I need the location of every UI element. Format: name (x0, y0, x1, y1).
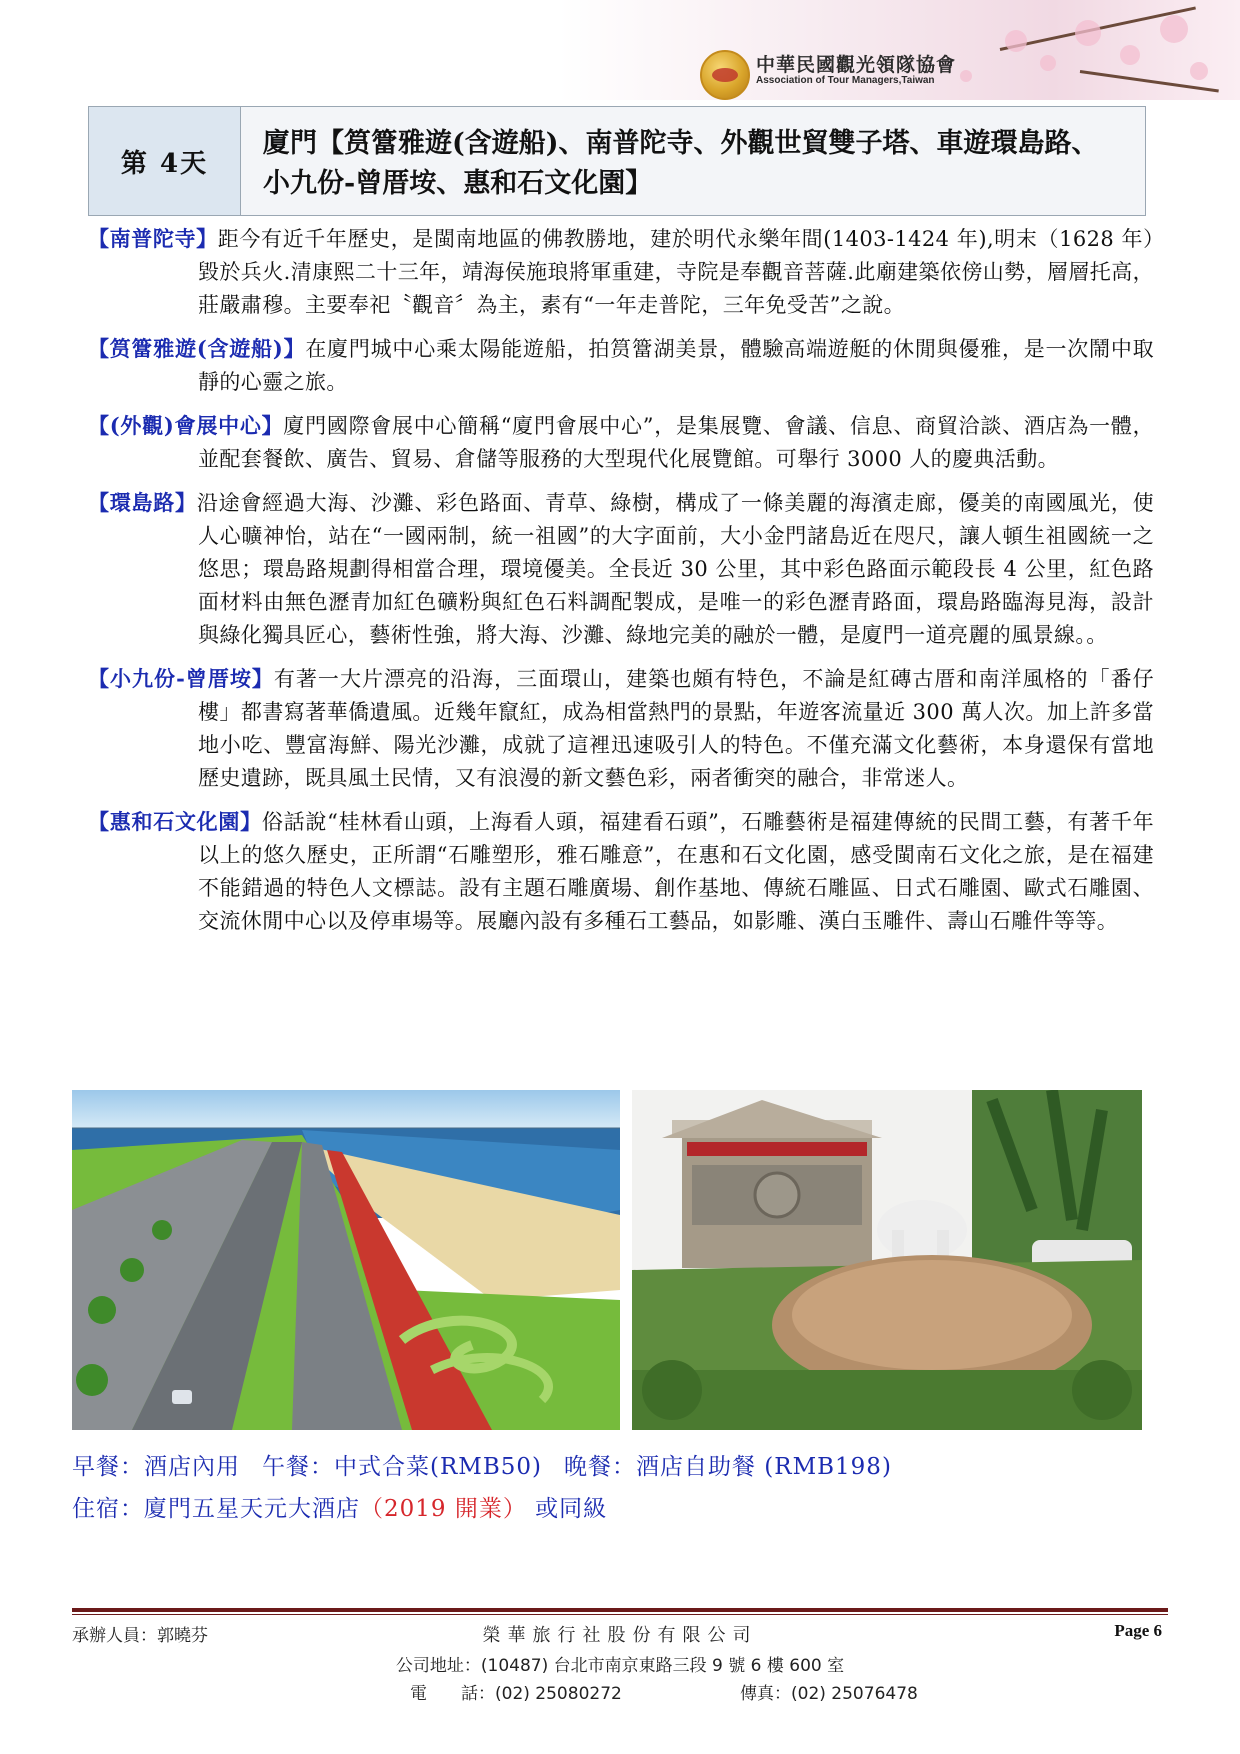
dinner-info: 晚餐：酒店自助餐 (RMB198) (563, 1454, 892, 1480)
blossom-decoration (1190, 62, 1208, 80)
blossom-decoration (1075, 20, 1101, 46)
header-banner (0, 0, 1240, 100)
blossom-decoration (960, 70, 972, 82)
attraction-name: 【小九份-曾厝垵】 (88, 666, 274, 691)
blossom-decoration (1160, 15, 1188, 43)
fax-number: 傳真：(02) 25076478 (740, 1684, 918, 1704)
attraction-item (88, 409, 1154, 476)
attraction-item (88, 222, 1154, 322)
attraction-name: 【惠和石文化園】 (88, 809, 262, 834)
lunch-info: 午餐：中式合菜(RMB50) (262, 1454, 542, 1480)
org-name-chinese: 中華民國觀光領隊協會 (756, 54, 957, 76)
day-label: 第 4天 (89, 107, 241, 215)
footer-rule (72, 1608, 1168, 1612)
company-address: 公司地址：(10487) 台北市南京東路三段 9 號 6 樓 600 室 (395, 1656, 845, 1676)
footer-rule-thin (72, 1614, 1168, 1615)
hotel-name: 住宿：廈門五星天元大酒店 (72, 1496, 360, 1522)
attraction-description: 廈門國際會展中心簡稱“廈門會展中心”，是集展覽、會議、信息、商貿洽談、酒店為一體，並配套餐飲、廣告、貿易、倉儲等服務的大型現代化展覽館。可舉行 3000 人的慶典活動。 (198, 414, 1154, 471)
day-title: 廈門【筼簹雅遊(含遊船)、南普陀寺、外觀世貿雙子塔、車遊環島路、小九份-曾厝垵、惠和石文化園】 (241, 107, 1145, 215)
handler-name: 承辦人員：郭曉芬 (72, 1626, 208, 1646)
attraction-list (88, 222, 1154, 948)
attraction-item (88, 486, 1154, 652)
hotel-alt: 或同級 (526, 1496, 608, 1522)
attraction-name: 【南普陀寺】 (88, 226, 218, 251)
day-title-box (88, 106, 1146, 216)
contact-line (410, 1679, 918, 1704)
attraction-name: 【環島路】 (88, 490, 197, 515)
meals-line (72, 1448, 914, 1481)
attraction-description: 距今有近千年歷史，是閩南地區的佛教勝地，建於明代永樂年間(1403-1424 年),明末（1628 年）毀於兵火.清康熙二十三年，靖海侯施琅將軍重建，寺院是奉觀音菩薩.此廟建築依傍山勢，層層托高，莊嚴肅穆。主要奉祀〝觀音〞為主，素有“一年走普陀，三年免受苦”之說。 (198, 227, 1154, 317)
attraction-description: 俗話說“桂林看山頭，上海看人頭，福建看石頭”，石雕藝術是福建傳統的民間工藝，有著千年以上的悠久歷史，正所謂“石雕塑形，雅石雕意”，在惠和石文化園，感受閩南石文化之旅，是在福建不能錯過的特色人文標誌。設有主題石雕廣場、創作基地、傳統石雕區、日式石雕園、歐式石雕園、交流休閒中心以及停車場等。展廳內設有多種石工藝品，如影雕、漢白玉雕件、壽山石雕件等等。 (198, 810, 1154, 933)
photo-stone-park (632, 1090, 1142, 1430)
page-number: Page 6 (1114, 1621, 1162, 1640)
attraction-name: 【筼簹雅遊(含遊船)】 (88, 336, 306, 361)
hotel-open-note: （2019 開業） (360, 1496, 527, 1522)
blossom-decoration (1120, 45, 1140, 65)
association-logo (700, 50, 750, 100)
company-name: 榮華旅行社股份有限公司 (482, 1625, 758, 1646)
hotel-line (72, 1490, 607, 1523)
photo-coastal-road (72, 1090, 620, 1430)
phone-number: 電 話：(02) 25080272 (410, 1684, 622, 1704)
blossom-decoration (1005, 30, 1027, 52)
attraction-item (88, 662, 1154, 795)
org-name-english: Association of Tour Managers,Taiwan (756, 75, 935, 86)
attraction-item (88, 332, 1154, 399)
attraction-item (88, 805, 1154, 938)
blossom-decoration (1040, 55, 1056, 71)
breakfast-info: 早餐：酒店內用 (72, 1454, 240, 1480)
attraction-name: 【(外觀)會展中心】 (88, 413, 284, 438)
attraction-description: 沿途會經過大海、沙灘、彩色路面、青草、綠樹，構成了一條美麗的海濱走廊，優美的南國風光，使人心曠神怡，站在“一國兩制，統一祖國”的大字面前，大小金門諸島近在咫尺，讓人頓生祖國統一之悠思；環島路規劃得相當合理，環境優美。全長近 30 公里，其中彩色路面示範段長 4 公里，紅色路面材料由無色瀝青加紅色礦粉與紅色石料調配製成，是唯一的彩色瀝青路面，環島路臨海見海，設計與綠化獨具匠心，藝術性強，將大海、沙灘、綠地完美的融於一體，是廈門一道亮麗的風景線。。 (196, 491, 1154, 647)
attraction-description: 有著一大片漂亮的沿海，三面環山，建築也頗有特色，不論是紅磚古厝和南洋風格的「番仔樓」都書寫著華僑遺風。近幾年竄紅，成為相當熱門的景點，年遊客流量近 300 萬人次。加上許多當地小吃、豐富海鮮、陽光沙灘，成就了這裡迅速吸引人的特色。不僅充滿文化藝術，本身還保有當地歷史遺跡，既具風土民情，又有浪漫的新文藝色彩，兩者衝突的融合，非常迷人。 (198, 667, 1154, 790)
attraction-description: 在廈門城中心乘太陽能遊船，拍筼簹湖美景，體驗高端遊艇的休閒與優雅，是一次鬧中取靜的心靈之旅。 (198, 337, 1154, 394)
